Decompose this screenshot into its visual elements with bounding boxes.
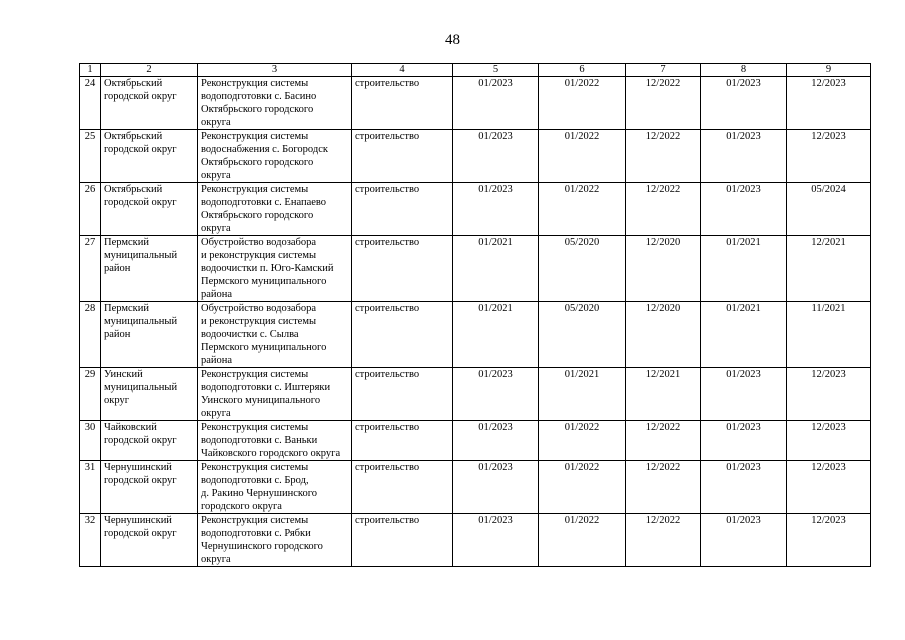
date-cell: 01/2022: [539, 183, 626, 236]
table-row: [80, 236, 871, 302]
date-cell: 01/2022: [539, 130, 626, 183]
page-number: 48: [445, 32, 460, 48]
date-cell: 01/2023: [701, 368, 787, 421]
table-row: [80, 514, 871, 567]
date-cell: 01/2023: [453, 77, 539, 130]
date-cell: 01/2021: [453, 302, 539, 368]
row-number: 30: [80, 421, 101, 461]
column-header: 5: [453, 64, 539, 77]
table-row: [80, 130, 871, 183]
objects-table: [79, 63, 871, 567]
territory-cell: Октябрьский городской округ: [101, 77, 198, 130]
territory-cell: Чернушинский городской округ: [101, 514, 198, 567]
column-header: 4: [352, 64, 453, 77]
date-cell: 11/2021: [787, 302, 871, 368]
date-cell: 12/2023: [787, 77, 871, 130]
date-cell: 01/2023: [701, 130, 787, 183]
table-row: [80, 302, 871, 368]
date-cell: 05/2020: [539, 236, 626, 302]
date-cell: 01/2023: [701, 461, 787, 514]
object-cell: Реконструкция системы водоподготовки с. Басино Октябрьского городского округа: [198, 77, 352, 130]
date-cell: 01/2023: [453, 514, 539, 567]
object-cell: Реконструкция системы водоподготовки с. Рябки Чернушинского городского округа: [198, 514, 352, 567]
table-row: [80, 77, 871, 130]
column-header: 1: [80, 64, 101, 77]
work-type-cell: строительство: [352, 183, 453, 236]
column-header: 6: [539, 64, 626, 77]
date-cell: 01/2023: [453, 368, 539, 421]
date-cell: 12/2022: [626, 77, 701, 130]
row-number: 32: [80, 514, 101, 567]
row-number: 29: [80, 368, 101, 421]
territory-cell: Пермский муниципальный район: [101, 302, 198, 368]
date-cell: 01/2021: [539, 368, 626, 421]
date-cell: 01/2023: [453, 421, 539, 461]
work-type-cell: строительство: [352, 77, 453, 130]
date-cell: 05/2024: [787, 183, 871, 236]
date-cell: 12/2020: [626, 302, 701, 368]
date-cell: 01/2023: [701, 183, 787, 236]
territory-cell: Октябрьский городской округ: [101, 183, 198, 236]
column-header: 9: [787, 64, 871, 77]
territory-cell: Чернушинский городской округ: [101, 461, 198, 514]
date-cell: 12/2022: [626, 421, 701, 461]
date-cell: 01/2023: [701, 421, 787, 461]
date-cell: 01/2023: [701, 514, 787, 567]
date-cell: 01/2023: [453, 461, 539, 514]
date-cell: 12/2023: [787, 421, 871, 461]
date-cell: 12/2023: [787, 514, 871, 567]
row-number: 25: [80, 130, 101, 183]
date-cell: 12/2022: [626, 461, 701, 514]
date-cell: 12/2021: [626, 368, 701, 421]
date-cell: 12/2023: [787, 461, 871, 514]
object-cell: Реконструкция системы водоподготовки с. Брод, д. Ракино Чернушинского городского округа: [198, 461, 352, 514]
territory-cell: Чайковский городской округ: [101, 421, 198, 461]
date-cell: 01/2021: [701, 236, 787, 302]
date-cell: 01/2022: [539, 421, 626, 461]
object-cell: Обустройство водозабора и реконструкция системы водоочистки с. Сылва Пермского муниципального района: [198, 302, 352, 368]
table-row: [80, 461, 871, 514]
row-number: 26: [80, 183, 101, 236]
object-cell: Реконструкция системы водоподготовки с. Ваньки Чайковского городского округа: [198, 421, 352, 461]
date-cell: 01/2023: [453, 183, 539, 236]
work-type-cell: строительство: [352, 461, 453, 514]
object-cell: Реконструкция системы водоснабжения с. Богородск Октябрьского городского округа: [198, 130, 352, 183]
date-cell: 12/2022: [626, 130, 701, 183]
date-cell: 01/2023: [701, 77, 787, 130]
table-row: [80, 368, 871, 421]
row-number: 27: [80, 236, 101, 302]
row-number: 24: [80, 77, 101, 130]
work-type-cell: строительство: [352, 368, 453, 421]
work-type-cell: строительство: [352, 130, 453, 183]
date-cell: 01/2022: [539, 514, 626, 567]
work-type-cell: строительство: [352, 514, 453, 567]
date-cell: 12/2022: [626, 183, 701, 236]
date-cell: 12/2023: [787, 130, 871, 183]
row-number: 31: [80, 461, 101, 514]
date-cell: 12/2022: [626, 514, 701, 567]
work-type-cell: строительство: [352, 236, 453, 302]
column-header: 3: [198, 64, 352, 77]
date-cell: 05/2020: [539, 302, 626, 368]
table-row: [80, 183, 871, 236]
date-cell: 01/2022: [539, 77, 626, 130]
date-cell: 12/2020: [626, 236, 701, 302]
object-cell: Реконструкция системы водоподготовки с. Иштеряки Уинского муниципального округа: [198, 368, 352, 421]
work-type-cell: строительство: [352, 421, 453, 461]
column-header: 7: [626, 64, 701, 77]
work-type-cell: строительство: [352, 302, 453, 368]
date-cell: 01/2021: [453, 236, 539, 302]
column-header: 8: [701, 64, 787, 77]
column-header: 2: [101, 64, 198, 77]
row-number: 28: [80, 302, 101, 368]
date-cell: 01/2023: [453, 130, 539, 183]
table-row: [80, 421, 871, 461]
object-cell: Реконструкция системы водоподготовки с. Енапаево Октябрьского городского округа: [198, 183, 352, 236]
date-cell: 01/2022: [539, 461, 626, 514]
territory-cell: Уинский муниципальный округ: [101, 368, 198, 421]
date-cell: 01/2021: [701, 302, 787, 368]
territory-cell: Пермский муниципальный район: [101, 236, 198, 302]
header-row: [80, 64, 871, 77]
object-cell: Обустройство водозабора и реконструкция системы водоочистки п. Юго-Камский Пермского муниципального района: [198, 236, 352, 302]
date-cell: 12/2021: [787, 236, 871, 302]
territory-cell: Октябрьский городской округ: [101, 130, 198, 183]
date-cell: 12/2023: [787, 368, 871, 421]
